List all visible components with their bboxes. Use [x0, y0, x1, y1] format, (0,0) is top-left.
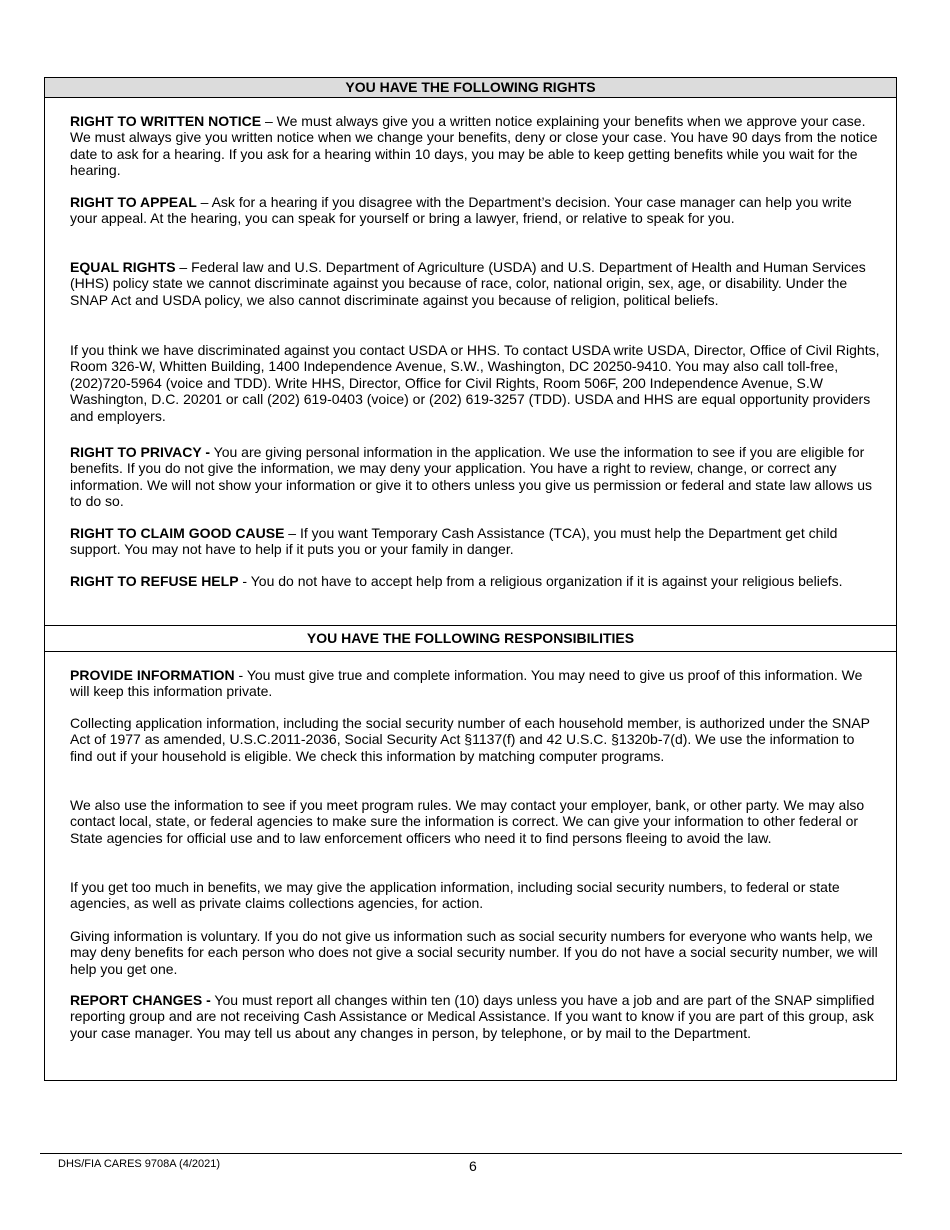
- rights-header: YOU HAVE THE FOLLOWING RIGHTS: [45, 78, 896, 98]
- page-number: 6: [469, 1158, 477, 1174]
- right-refuse-help-title: RIGHT TO REFUSE HELP: [70, 573, 239, 589]
- right-to-appeal-title: RIGHT TO APPEAL: [70, 194, 197, 210]
- provide-information: PROVIDE INFORMATION - You must give true and complete information. You may need to give us proof of this information. We will keep this information private.: [70, 667, 863, 700]
- right-refuse-help: RIGHT TO REFUSE HELP - You do not have to accept help from a religious organization if it is against your religious beliefs.: [70, 573, 843, 589]
- right-written-notice-title: RIGHT TO WRITTEN NOTICE: [70, 113, 262, 129]
- voluntary-information: Giving information is voluntary. If you do not give us information such as social security numbers for everyone who wants help, we may deny benefits for each person who does not give a social security number. If you do not have a social security number, we will help you get one.: [70, 928, 878, 977]
- right-good-cause: RIGHT TO CLAIM GOOD CAUSE – If you want Temporary Cash Assistance (TCA), you must help the Department get child support. You may not have to help if it puts you or your family in danger.: [70, 525, 838, 558]
- program-rules: We also use the information to see if you meet program rules. We may contact your employer, bank, or other party. We may also contact local, state, or federal agencies to make sure the information is correct. We can give your information to other federal or State agencies for official use and to law enforcement officers who need it to find persons fleeing to avoid the law.: [70, 797, 865, 846]
- form-id: DHS/FIA CARES 9708A (4/2021): [58, 1158, 221, 1170]
- right-to-appeal: RIGHT TO APPEAL – Ask for a hearing if you disagree with the Department’s decision. Your case manager can help you write your appeal. At the hearing, you can speak for yourself or bring a lawyer, friend, or relative to speak for you.: [70, 194, 852, 227]
- too-much-benefits: If you get too much in benefits, we may give the application information, including social security numbers, to federal or state agencies, as well as private claims collections agencies, for action.: [70, 879, 840, 912]
- discrimination-contact: If you think we have discriminated against you contact USDA or HHS. To contact USDA write USDA, Director, Office of Civil Rights, Room 326-W, Whitten Building, 1400 Independence Avenue, S.W., Washington, DC 20250-9410. You may also call toll-free, (202)720-5964 (voice and TDD). Write HHS, Director, Office for Civil Rights, Room 506F, 200 Independence Avenue, S.W Washington, D.C. 20201 or call (202) 619-0403 (voice) or (202) 619-3257 (TDD). USDA and HHS are equal opportunity providers and employers.: [70, 342, 880, 424]
- report-changes-title: REPORT CHANGES -: [70, 992, 211, 1008]
- provide-information-title: PROVIDE INFORMATION: [70, 667, 235, 683]
- right-good-cause-title: RIGHT TO CLAIM GOOD CAUSE: [70, 525, 285, 541]
- right-written-notice: RIGHT TO WRITTEN NOTICE – We must always give you a written notice explaining your benefits when we approve your case. We must always give you written notice when we change your benefits, deny or close your case. You have 90 days from the notice date to ask for a hearing. If you ask for a hearing within 10 days, you may be able to keep getting benefits while you wait for the hearing.: [70, 113, 878, 179]
- equal-rights: EQUAL RIGHTS – Federal law and U.S. Department of Agriculture (USDA) and U.S. Department of Health and Human Services (HHS) policy state we cannot discriminate against you because of race, color, national origin, sex, age, or disability. Under the SNAP Act and USDA policy, we also cannot discriminate against you because of religion, political beliefs.: [70, 259, 866, 308]
- equal-rights-title: EQUAL RIGHTS: [70, 259, 176, 275]
- report-changes: REPORT CHANGES - You must report all changes within ten (10) days unless you have a job and are part of the SNAP simplified reporting group and are not receiving Cash Assistance or Medical Assistance. If you want to know if you are part of this group, ask your case manager. You may tell us about any changes in person, by telephone, or by mail to the Department.: [70, 992, 875, 1041]
- rights-responsibilities-box: [44, 77, 897, 1081]
- responsibilities-header: YOU HAVE THE FOLLOWING RESPONSIBILITIES: [45, 625, 896, 652]
- collecting-information: Collecting application information, including the social security number of each household member, is authorized under the SNAP Act of 1977 as amended, U.S.C.2011-2036, Social Security Act §1137(f) and 42 U.S.C. §1320b-7(d). We use the information to find out if your household is eligible. We check this information by matching computer programs.: [70, 715, 870, 764]
- footer-divider: [40, 1153, 902, 1154]
- right-to-privacy-title: RIGHT TO PRIVACY -: [70, 444, 211, 460]
- right-to-privacy: RIGHT TO PRIVACY - You are giving personal information in the application. We use the information to see if you are eligible for benefits. If you do not give the information, we may deny your application. You have a right to review, change, or correct any information. We will not show your information or give it to others unless you give us permission or federal and state law allows us to do so.: [70, 444, 873, 510]
